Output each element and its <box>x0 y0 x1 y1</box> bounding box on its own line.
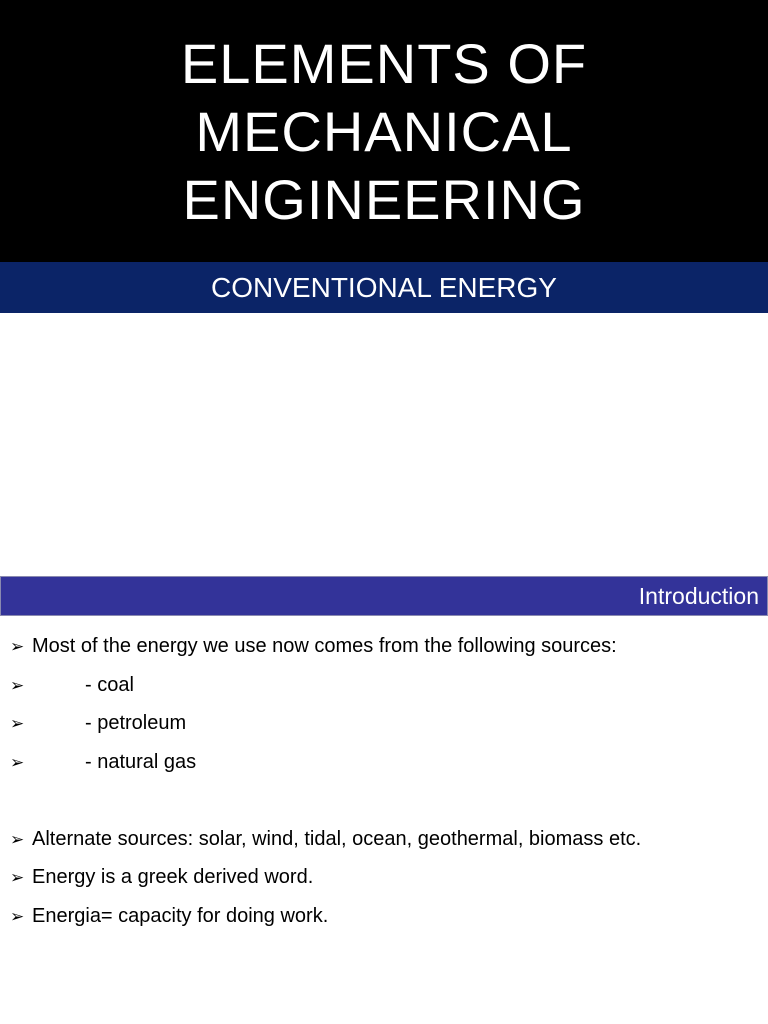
arrow-bullet-icon: ➢ <box>10 637 25 656</box>
title-line-2: MECHANICAL <box>195 100 573 163</box>
subtitle-band <box>0 262 768 313</box>
bullet-text: Energia= capacity for doing work. <box>32 904 329 927</box>
list-item <box>10 704 760 743</box>
list-spacer <box>10 781 760 820</box>
arrow-bullet-icon: ➢ <box>10 868 25 887</box>
list-item <box>10 820 760 859</box>
title-line-3: ENGINEERING <box>182 168 586 231</box>
list-item <box>10 666 760 705</box>
bullet-text: Most of the energy we use now comes from the following sources: <box>32 635 617 657</box>
list-item <box>10 743 760 782</box>
section-heading: Introduction <box>638 583 759 609</box>
bullet-text: - petroleum <box>85 712 187 734</box>
bullet-text: Energy is a greek derived word. <box>32 866 314 888</box>
arrow-bullet-icon: ➢ <box>10 714 25 733</box>
arrow-bullet-icon: ➢ <box>10 906 25 926</box>
bullet-text: Alternate sources: solar, wind, tidal, ocean, geothermal, biomass etc. <box>32 827 642 850</box>
section-heading-bar <box>0 576 768 616</box>
title-block <box>0 0 768 262</box>
bullet-text: - coal <box>85 673 134 696</box>
arrow-bullet-icon: ➢ <box>10 675 25 695</box>
subtitle-text: CONVENTIONAL ENERGY <box>211 272 557 303</box>
list-item <box>10 858 760 897</box>
document-title <box>0 30 768 234</box>
title-line-1: ELEMENTS OF <box>180 32 588 95</box>
list-item <box>10 627 760 666</box>
arrow-bullet-icon: ➢ <box>10 752 25 772</box>
list-item <box>10 897 760 936</box>
bullet-text: - natural gas <box>85 750 197 773</box>
bullet-list <box>10 627 760 935</box>
arrow-bullet-icon: ➢ <box>10 829 25 849</box>
